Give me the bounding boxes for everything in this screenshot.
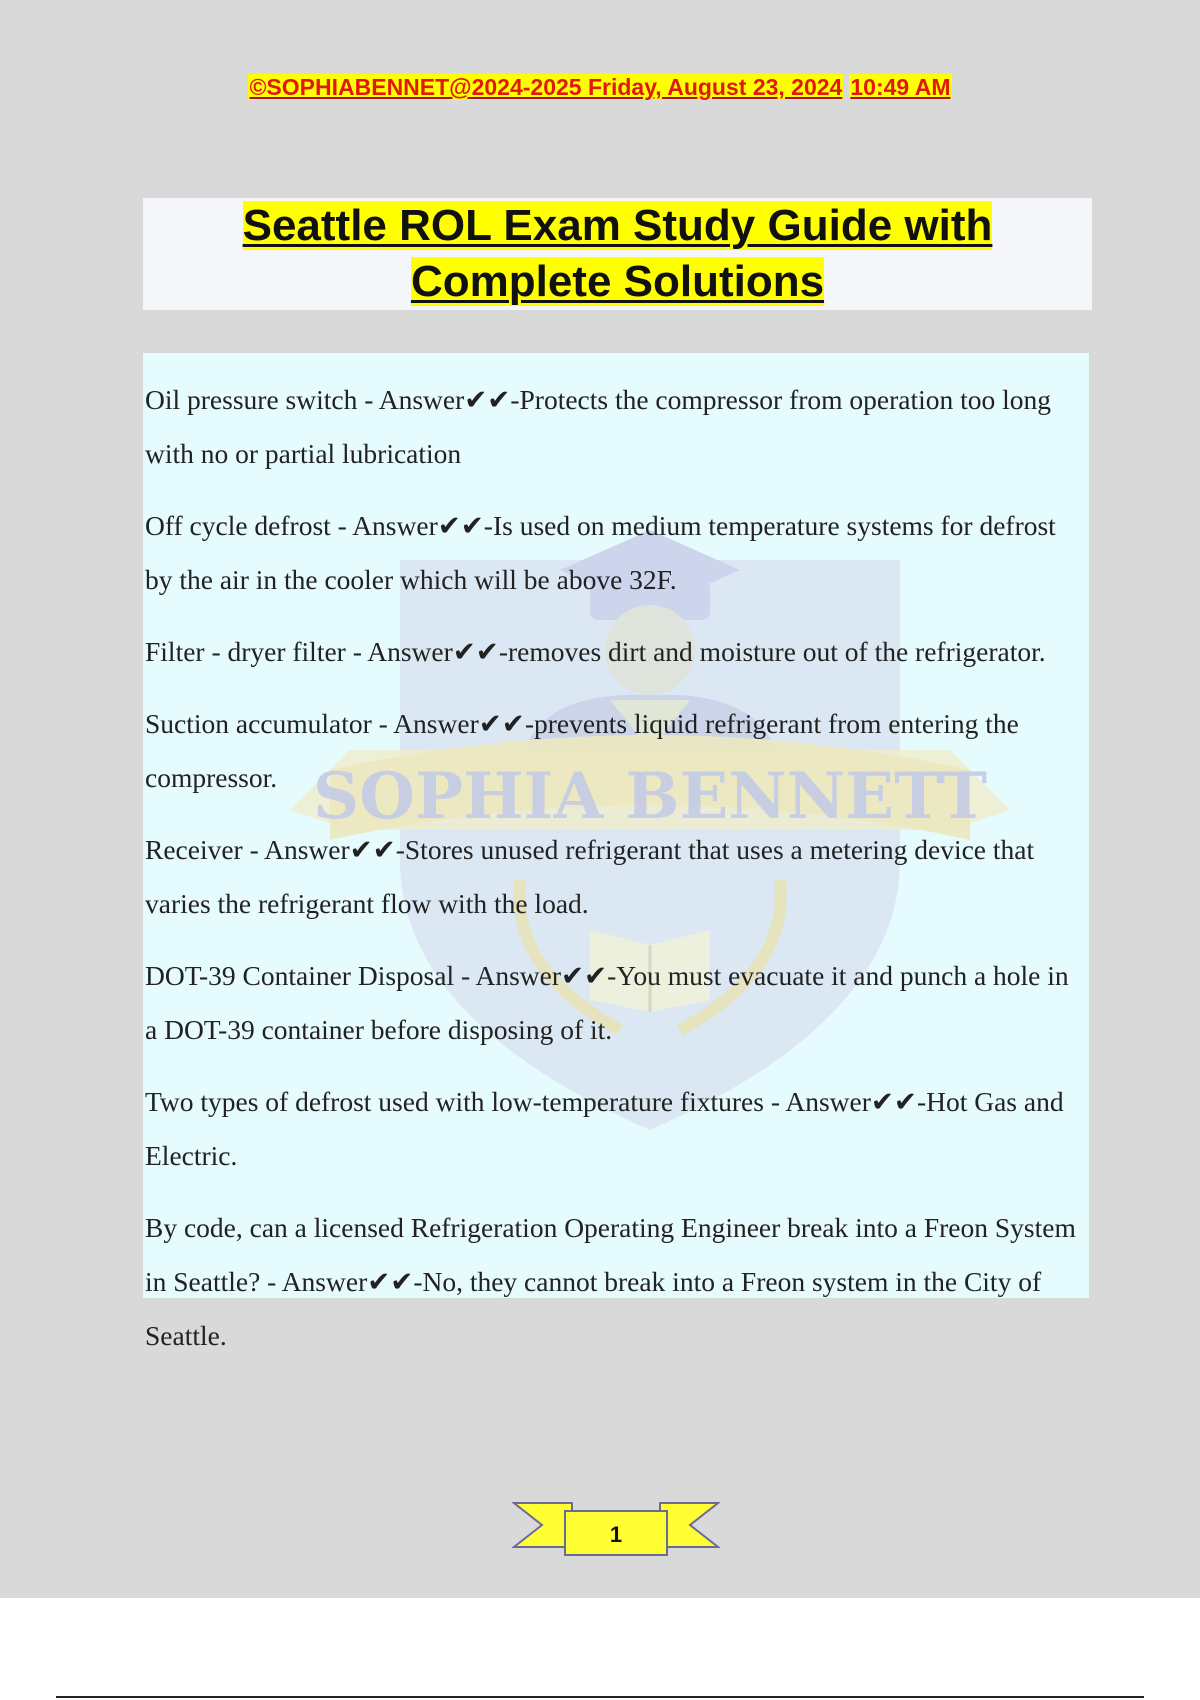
watermark-text: SOPHIA BENNETT xyxy=(312,759,988,834)
page-number: 1 xyxy=(609,1522,623,1547)
qa-item: Receiver - Answer✔✔-Stores unused refrigerant that uses a metering device that varies the refrigerant flow with the load. xyxy=(145,834,1035,919)
header-time: 10:49 AM xyxy=(850,74,951,100)
qa-item: By code, can a licensed Refrigeration Operating Engineer break into a Freon System in Seattle? - Answer✔✔-No, they cannot break into a Freon system in the City of Seattle. xyxy=(145,1212,1076,1351)
qa-item: Two types of defrost used with low-temperature fixtures - Answer✔✔-Hot Gas and Electric. xyxy=(145,1086,1064,1171)
qa-item: Filter - dryer filter - Answer✔✔-removes dirt and moisture out of the refrigerator. xyxy=(145,636,1046,667)
qa-list xyxy=(145,373,1085,1381)
header-copyright-date: ©SOPHIABENNET@2024-2025 Friday, August 23, 2024 xyxy=(249,74,843,100)
qa-item: Suction accumulator - Answer✔✔-prevents liquid refrigerant from entering the compressor. xyxy=(145,708,1019,793)
header-copyright xyxy=(0,72,1200,102)
qa-item: DOT-39 Container Disposal - Answer✔✔-You must evacuate it and punch a hole in a DOT-39 container before disposing of it. xyxy=(145,960,1069,1045)
title-line-1: Seattle ROL Exam Study Guide with xyxy=(242,201,993,250)
qa-item: Oil pressure switch - Answer✔✔-Protects the compressor from operation too long with no or partial lubrication xyxy=(145,384,1052,469)
title-box xyxy=(143,198,1092,310)
title-line-2: Complete Solutions xyxy=(410,257,825,306)
qa-item: Off cycle defrost - Answer✔✔-Is used on medium temperature systems for defrost by the air in the cooler which will be above 32F. xyxy=(145,510,1056,595)
bottom-divider xyxy=(56,1696,1144,1698)
